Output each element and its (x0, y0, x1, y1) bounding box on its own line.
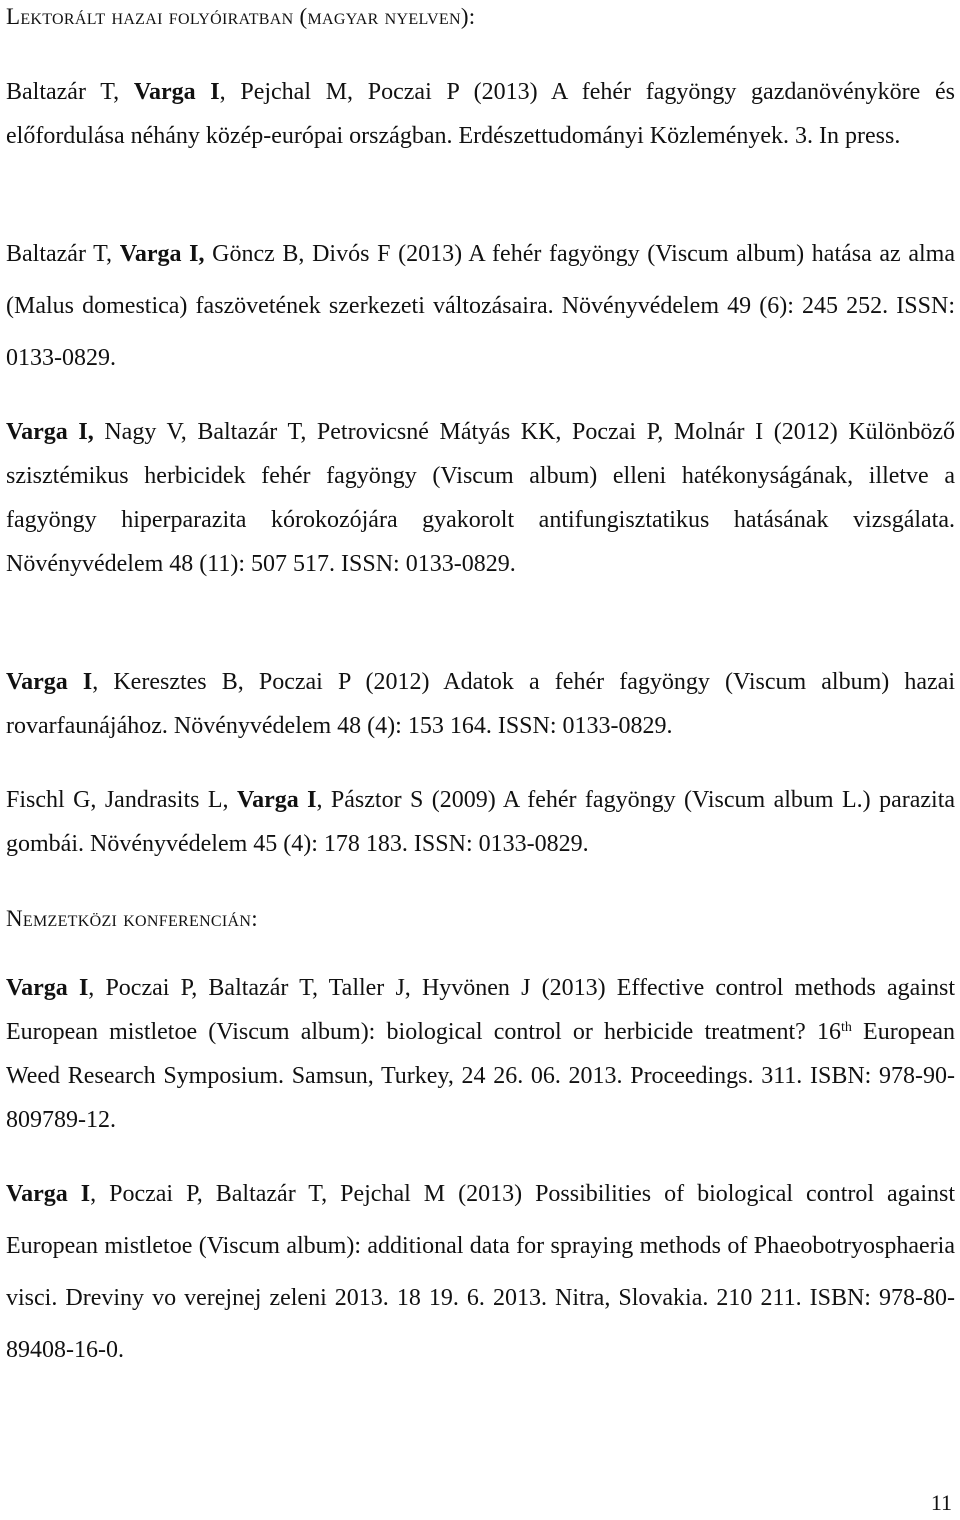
ref-author-bold: Varga I, (6, 419, 94, 445)
ref-text: Nagy V, Baltazár T, Petrovicsné Mátyás KK, Poczai P, Molnár I (2012) Különböző szisztémikus herbicidek fehér fagyöngy (Viscum album) elleni hatékonyságának, illetve a fagyöngy hiperparazita kórokozójára gyakorolt antifungisztatikus hatásának vizsgálata. Növényvédelem 48 (11): 507 517. ISSN: 0133-0829. (6, 419, 955, 577)
section-heading-hungarian-journals: Lektorált hazai folyóiratban (magyar nyelven): (6, 4, 476, 29)
section-heading-international-conferences: Nemzetközi konferencián: (6, 906, 258, 931)
ref-text: , Pejchal M, Poczai P (2013) A fehér fagyöngy gazdanövényköre és előfordulása néhány közép-európai országban. Erdészettudományi Közlemények. 3. In press. (6, 79, 956, 149)
page-number: 11 (930, 1490, 952, 1515)
ref-text: , Poczai P, Baltazár T, Taller J, Hyvönen J (2013) Effective control methods against European mistletoe (Viscum album): biological control or herbicide treatment? 16 (6, 975, 955, 1045)
ref-text: , Poczai P, Baltazár T, Pejchal M (2013) Possibilities of biological control against European mistletoe (Viscum album): additional data for spraying methods of Phaeobotryosphaeria visci. Dreviny vo verejnej zeleni 2013. 18 19. 6. 2013. Nitra, Slovakia. 210 211. ISBN: 978-80-89408-16-0. (6, 1181, 955, 1363)
ref-text: , Pásztor S (2009) A fehér fagyöngy (Viscum album L.) parazita gombái. Növényvédelem 45 (4): 178 183. ISSN: 0133-0829. (6, 787, 956, 857)
ref-author-bold: Varga I (133, 79, 220, 105)
superscript-ordinal: th (840, 1020, 852, 1035)
ref-author-bold: Varga I, (119, 241, 205, 267)
ref-author-bold: Varga I (6, 669, 93, 695)
reference-3 (6, 410, 955, 586)
ref-authors-pre: Baltazár T, (6, 79, 134, 105)
ref-authors-pre: Baltazár T, (6, 241, 120, 267)
ref-text-continued: European Weed Research Symposium. Samsun, Turkey, 24 26. 06. 2013. Proceedings. 311. ISBN: 978-90-809789-12. (6, 1019, 955, 1133)
reference-6 (6, 966, 955, 1142)
ref-authors-pre: Fischl G, Jandrasits L, (6, 787, 237, 813)
reference-2 (6, 228, 955, 384)
reference-7 (6, 1168, 955, 1376)
reference-5 (6, 778, 955, 866)
reference-4 (6, 660, 955, 748)
reference-1 (6, 70, 955, 158)
ref-text: , Keresztes B, Poczai P (2012) Adatok a fehér fagyöngy (Viscum album) hazai rovarfaunájához. Növényvédelem 48 (4): 153 164. ISSN: 0133-0829. (6, 669, 955, 739)
ref-author-bold: Varga I (6, 975, 89, 1001)
ref-author-bold: Varga I (236, 787, 317, 813)
ref-author-bold: Varga I (6, 1181, 91, 1207)
ref-text: Göncz B, Divós F (2013) A fehér fagyöngy (Viscum album) hatása az alma (Malus domestica) faszövetének szerkezeti változásaira. Növényvédelem 49 (6): 245 252. ISSN: 0133-0829. (6, 241, 955, 371)
